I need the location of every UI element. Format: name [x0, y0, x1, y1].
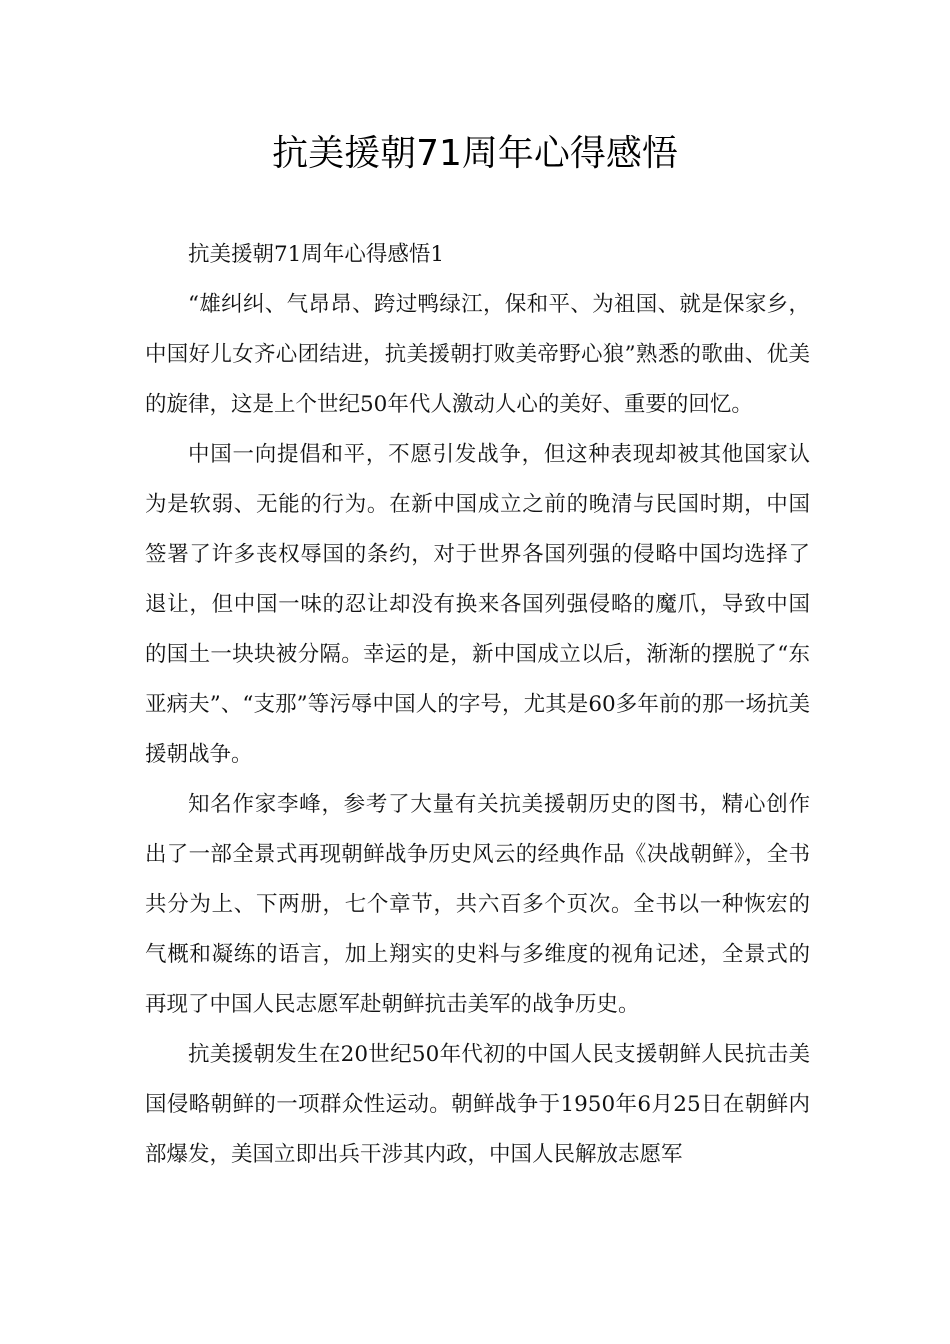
paragraph-subtitle: 抗美援朝71周年心得感悟1 — [188, 242, 445, 267]
paragraph-book-intro: 知名作家李峰，参考了大量有关抗美援朝历史的图书，精心创作出了一部全景式再现朝鲜战争历史风云的经典作品《决战朝鲜》，全书共分为上、下两册，七个章节，共六百多个页次。全书以一种恢宏的气概和凝练的语言，加上翔实的史料与多维度的视角记述，全景式的再现了中国人民志愿军赴朝鲜抗击美军的战争历史。 — [145, 792, 810, 1017]
paragraph-song-lyrics: “雄纠纠、气昂昂、跨过鸭绿江，保和平、为祖国、就是保家乡，中国好儿女齐心团结进，抗美援朝打败美帝野心狼”熟悉的歌曲、优美的旋律，这是上个世纪50年代人激动人心的美好、重要的回忆。 — [145, 292, 810, 417]
document-body — [145, 230, 810, 1180]
paragraph-china-peace: 中国一向提倡和平，不愿引发战争，但这种表现却被其他国家认为是软弱、无能的行为。在新中国成立之前的晚清与民国时期，中国签署了许多丧权辱国的条约，对于世界各国列强的侵略中国均选择了退让，但中国一味的忍让却没有换来各国列强侵略的魔爪，导致中国的国土一块块被分隔。幸运的是，新中国成立以后，渐渐的摆脱了“东亚病夫”、“支那”等污辱中国人的字号，尤其是60多年前的那一场抗美援朝战争。 — [145, 442, 810, 767]
document-title: 抗美援朝71周年心得感悟 — [272, 133, 678, 174]
paragraph-war-history: 抗美援朝发生在20世纪50年代初的中国人民支援朝鲜人民抗击美国侵略朝鲜的一项群众性运动。朝鲜战争于1950年6月25日在朝鲜内部爆发，美国立即出兵干涉其内政，中国人民解放志愿军 — [145, 1042, 810, 1167]
